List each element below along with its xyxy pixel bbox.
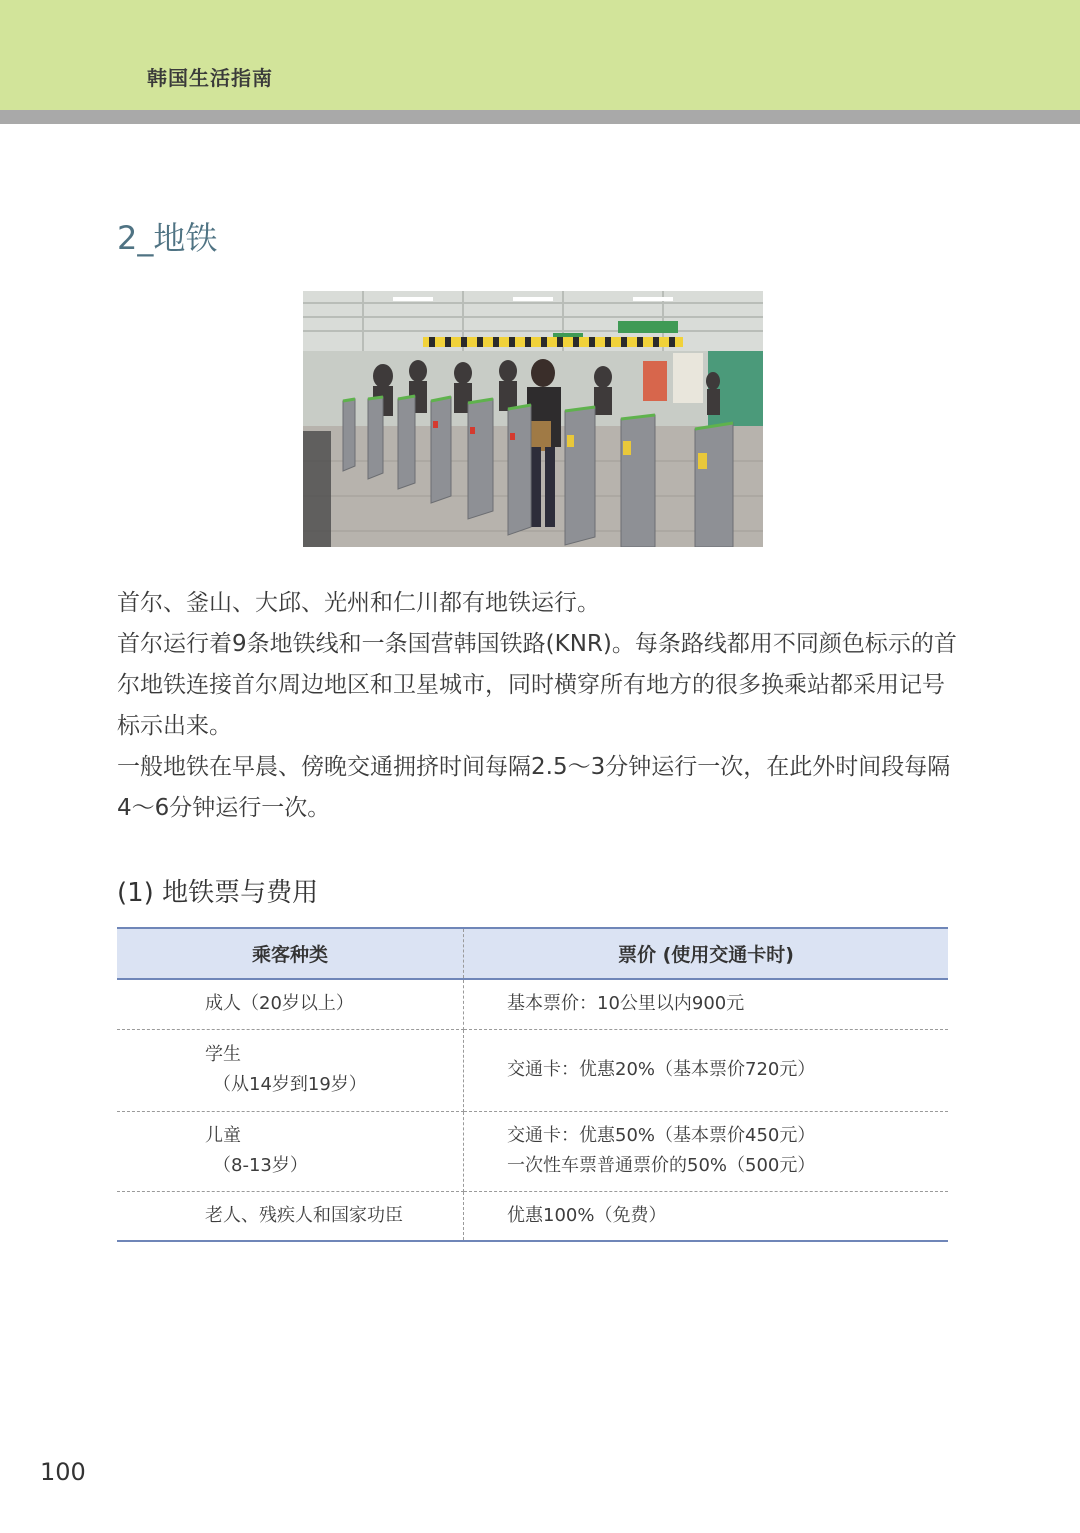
passenger-age-range: （从14岁到19岁）	[213, 1074, 367, 1095]
fare-label: 交通卡：优惠20%（基本票价720元）	[507, 1059, 816, 1080]
fares-heading: (1) 地铁票与费用	[117, 878, 319, 908]
fare-label-secondary: 一次性车票普通票价的50%（500元）	[507, 1155, 816, 1176]
column-header-fare: 票价 (使用交通卡时)	[464, 928, 949, 979]
header-divider	[0, 110, 1080, 124]
table-row	[117, 1111, 948, 1191]
fare-cell	[464, 979, 949, 1029]
section-title: 2_地铁	[117, 219, 218, 257]
table-row	[117, 1029, 948, 1111]
passenger-label: 老人、残疾人和国家功臣	[205, 1204, 403, 1226]
table-header-row	[117, 928, 948, 979]
subway-gates-photo	[303, 291, 763, 547]
fare-label: 交通卡：优惠50%（基本票价450元）	[507, 1125, 816, 1146]
passenger-label: 儿童	[205, 1125, 241, 1146]
passenger-cell	[117, 1029, 464, 1111]
fare-cell	[464, 1111, 949, 1191]
body-paragraph: 一般地铁在早晨、傍晚交通拥挤时间每隔2.5～3分钟运行一次，在此外时间段每隔4～6分钟运行一次。	[117, 754, 951, 821]
body-text	[117, 583, 957, 829]
header-band	[0, 0, 1080, 110]
passenger-age-range: （8-13岁）	[213, 1155, 308, 1176]
passenger-cell	[117, 979, 464, 1029]
passenger-label: 学生	[205, 1044, 241, 1065]
fare-cell	[464, 1191, 949, 1241]
body-paragraph: 首尔运行着9条地铁线和一条国营韩国铁路(KNR)。每条路线都用不同颜色标示的首尔地铁连接首尔周边地区和卫星城市，同时横穿所有地方的很多换乘站都采用记号标示出来。	[117, 631, 957, 739]
table-row	[117, 1191, 948, 1241]
table-row	[117, 979, 948, 1029]
column-header-passenger-type: 乘客种类	[117, 928, 464, 979]
fare-cell	[464, 1029, 949, 1111]
passenger-label: 成人（20岁以上）	[205, 993, 354, 1015]
fare-table	[117, 927, 948, 1242]
passenger-cell	[117, 1191, 464, 1241]
fare-label: 基本票价：10公里以内900元	[507, 993, 745, 1015]
header-title: 韩国生活指南	[147, 66, 273, 90]
body-paragraph: 首尔、釜山、大邱、光州和仁川都有地铁运行。	[117, 590, 600, 616]
passenger-cell	[117, 1111, 464, 1191]
fare-label: 优惠100%（免费）	[507, 1204, 667, 1226]
page-number: 100	[40, 1458, 86, 1486]
